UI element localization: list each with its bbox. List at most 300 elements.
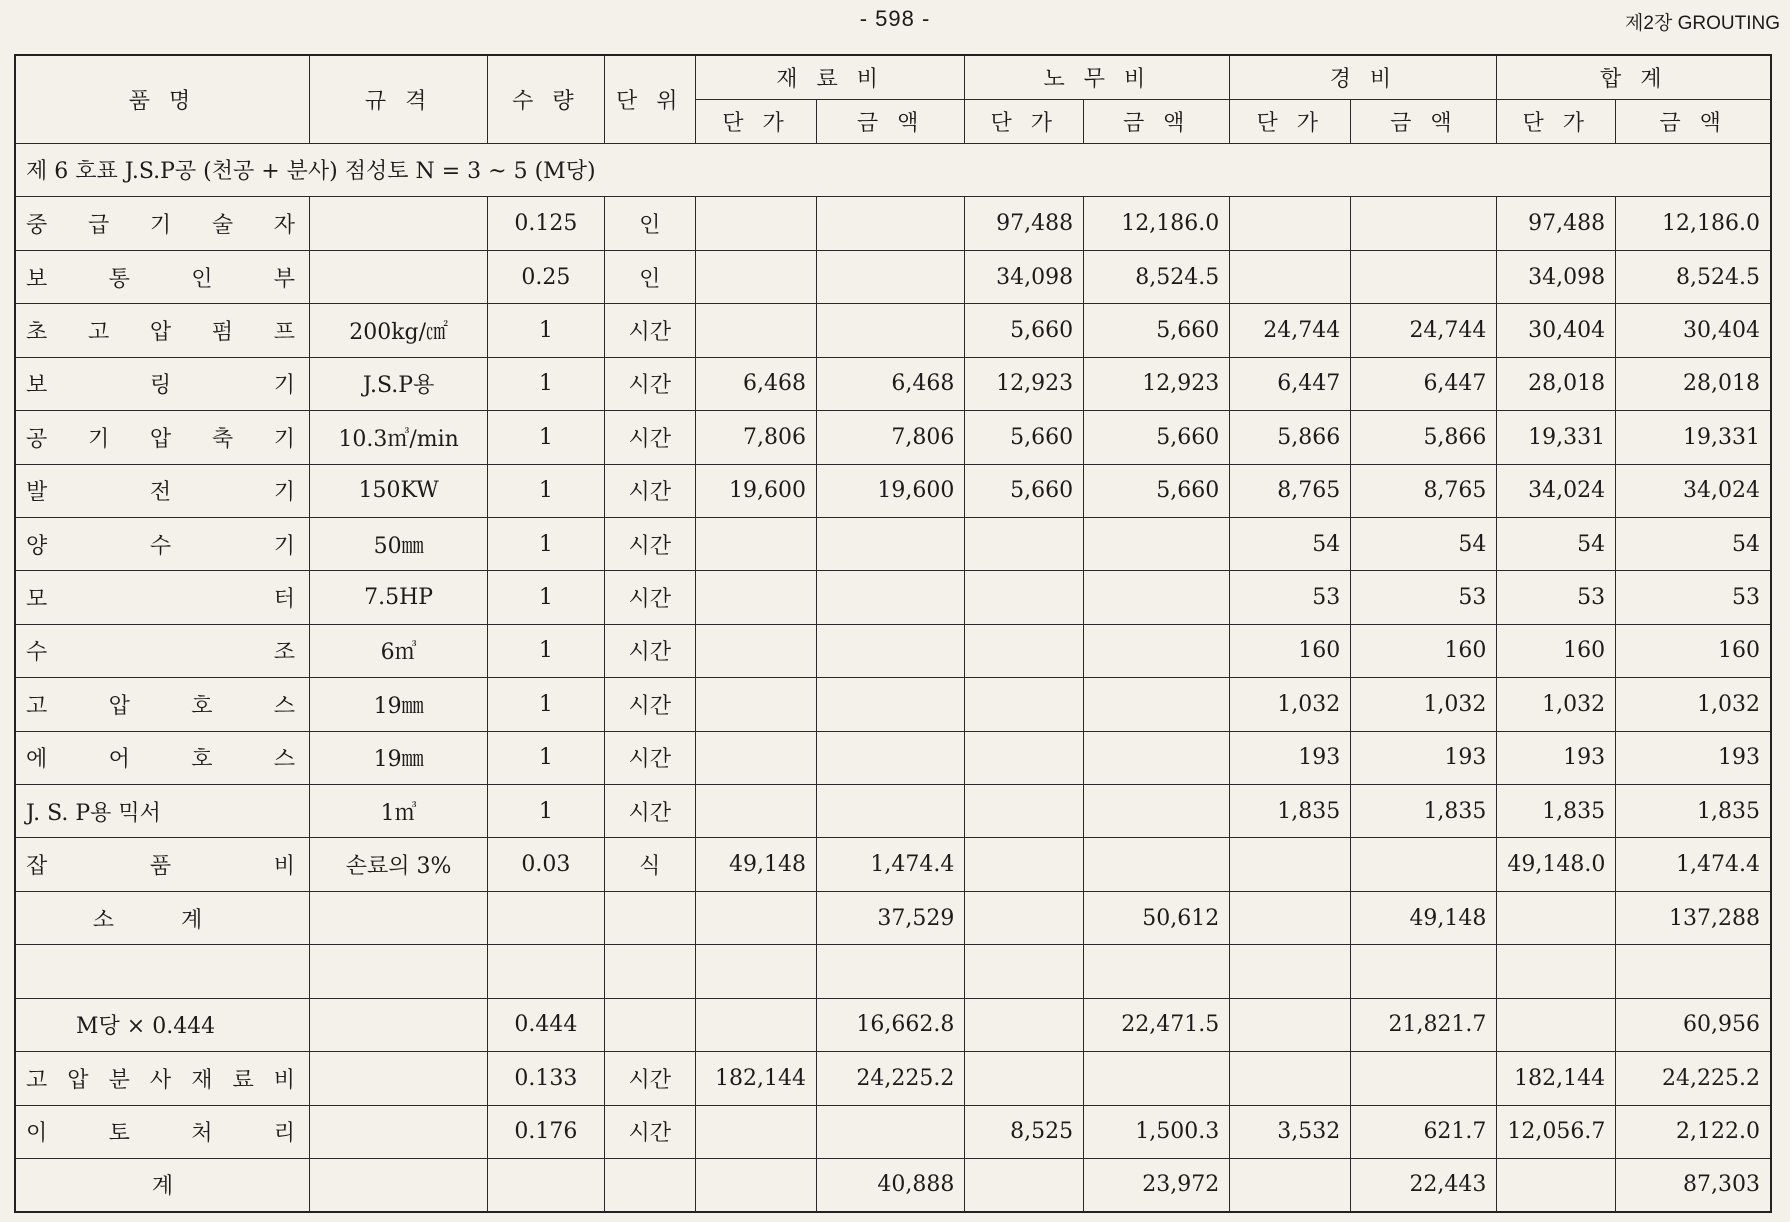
subtotal-row [15,891,1771,944]
item-name-cell [15,1052,310,1105]
total-amount-cell: 34,024 [1616,464,1771,517]
table-row [15,785,1771,838]
item-name-char: 이 [26,1121,48,1147]
qty-cell: 1 [488,517,604,570]
item-name-char: 부 [273,266,296,292]
spec-cell [310,891,488,944]
header-row-top [15,55,1771,99]
header-labor-unit-price: 단 가 [965,99,1084,143]
header-item: 품 명 [15,55,310,143]
summary-label: M당 × 0.444 [15,998,310,1051]
blank-cell [1351,945,1497,998]
item-name-char: 수 [26,640,48,666]
unit-cell: 식 [604,838,695,891]
spec-cell [310,1105,488,1158]
blank-cell [488,945,604,998]
labor-amount-cell [1084,785,1230,838]
total-unit-price-cell: 193 [1497,731,1616,784]
summary-label: 계 [15,1158,310,1212]
item-name-char: 고 [87,319,110,345]
material-amount-cell [816,571,964,624]
total-amount-cell: 1,032 [1616,678,1771,731]
table-row [15,731,1771,784]
material-unit-price-cell: 49,148 [695,838,816,891]
labor-unit-price-cell: 8,525 [965,1105,1084,1158]
labor-amount-cell: 5,660 [1084,464,1230,517]
table-row [15,838,1771,891]
item-name-char: 발 [26,480,48,506]
table-row [15,1105,1771,1158]
material-amount-cell: 16,662.8 [816,998,964,1051]
header-expense-unit-price: 단 가 [1230,99,1351,143]
expense-amount-cell: 621.7 [1351,1105,1497,1158]
qty-cell: 1 [488,357,604,410]
expense-amount-cell: 21,821.7 [1351,998,1497,1051]
unit-cell: 시간 [604,571,695,624]
material-unit-price-cell [695,304,816,357]
total-amount-cell: 1,835 [1616,785,1771,838]
material-unit-price-cell [695,678,816,731]
material-unit-price-cell [695,517,816,570]
qty-cell: 1 [488,624,604,677]
unit-cell: 시간 [604,357,695,410]
item-name-char: 양 [26,533,48,559]
expense-unit-price-cell [1230,838,1351,891]
spec-cell: 50㎜ [310,517,488,570]
total-amount-cell: 30,404 [1616,304,1771,357]
unit-cell: 인 [604,250,695,303]
expense-unit-price-cell: 3,532 [1230,1105,1351,1158]
material-unit-price-cell [695,731,816,784]
item-name-cell [15,464,310,517]
labor-amount-cell [1084,678,1230,731]
item-name-char: 모 [26,587,48,613]
spec-cell: 7.5HP [310,571,488,624]
table-row [15,1052,1771,1105]
unit-cell: 시간 [604,517,695,570]
expense-amount-cell [1351,1052,1497,1105]
unit-cell: 시간 [604,464,695,517]
expense-unit-price-cell: 8,765 [1230,464,1351,517]
item-name-char: 압 [108,693,130,719]
total-unit-price-cell: 160 [1497,624,1616,677]
header-expense: 경 비 [1230,55,1497,99]
item-name-char: 중 [26,213,48,239]
material-amount-cell: 1,474.4 [816,838,964,891]
labor-amount-cell: 8,524.5 [1084,250,1230,303]
item-name-char: 스 [273,693,296,719]
item-name-char: 급 [87,213,110,239]
spec-cell: 19㎜ [310,678,488,731]
spec-cell: J.S.P용 [310,357,488,410]
expense-amount-cell: 24,744 [1351,304,1497,357]
blank-cell [310,945,488,998]
material-unit-price-cell: 19,600 [695,464,816,517]
item-name-cell [15,731,310,784]
item-name-char: 어 [108,747,130,773]
table-row [15,250,1771,303]
summary-label: 소 계 [15,891,310,944]
header-material-amount: 금 액 [816,99,964,143]
labor-amount-cell [1084,838,1230,891]
unit-cell: 시간 [604,1105,695,1158]
item-name-char: 품 [149,854,172,880]
unit-cell: 시간 [604,678,695,731]
expense-unit-price-cell: 160 [1230,624,1351,677]
item-name-char: 조 [273,640,296,666]
qty-cell: 1 [488,678,604,731]
expense-unit-price-cell: 1,032 [1230,678,1351,731]
item-name-cell [15,357,310,410]
table-row [15,624,1771,677]
spec-cell: 19㎜ [310,731,488,784]
table-row [15,197,1771,250]
spec-cell [310,1158,488,1212]
total-amount-cell: 193 [1616,731,1771,784]
unit-cell: 시간 [604,624,695,677]
table-row [15,678,1771,731]
total-unit-price-cell [1497,1158,1616,1212]
header-labor-amount: 금 액 [1084,99,1230,143]
header-labor: 노 무 비 [965,55,1230,99]
total-row [15,1158,1771,1212]
total-unit-price-cell: 19,331 [1497,411,1616,464]
total-amount-cell: 8,524.5 [1616,250,1771,303]
labor-unit-price-cell [965,998,1084,1051]
header-material-unit-price: 단 가 [695,99,816,143]
page-number: - 598 - [859,6,931,31]
labor-unit-price-cell: 97,488 [965,197,1084,250]
unit-cell: 인 [604,197,695,250]
item-name-char: 보 [26,373,48,399]
expense-unit-price-cell [1230,1052,1351,1105]
spec-cell [310,197,488,250]
material-amount-cell: 19,600 [816,464,964,517]
expense-unit-price-cell [1230,1158,1351,1212]
expense-amount-cell: 1,032 [1351,678,1497,731]
item-name-char: 분 [108,1067,130,1093]
item-name-char: 전 [149,480,172,506]
total-unit-price-cell: 28,018 [1497,357,1616,410]
expense-unit-price-cell: 6,447 [1230,357,1351,410]
labor-amount-cell [1084,731,1230,784]
blank-cell [15,945,310,998]
item-name-char: 비 [273,854,296,880]
item-name-cell [15,678,310,731]
material-amount-cell [816,304,964,357]
labor-unit-price-cell [965,731,1084,784]
unit-cell: 시간 [604,785,695,838]
labor-unit-price-cell [965,1052,1084,1105]
expense-amount-cell: 1,835 [1351,785,1497,838]
material-unit-price-cell: 182,144 [695,1052,816,1105]
item-name-char: 기 [273,373,296,399]
spec-cell: 1㎥ [310,785,488,838]
table-row [15,464,1771,517]
expense-amount-cell [1351,838,1497,891]
item-name-char: 프 [273,319,296,345]
item-name-cell [15,250,310,303]
table-body [15,143,1771,1212]
item-name-char: 펌 [211,319,234,345]
spec-cell: 150KW [310,464,488,517]
qty-cell: 0.176 [488,1105,604,1158]
total-unit-price-cell: 53 [1497,571,1616,624]
item-name-cell [15,571,310,624]
material-amount-cell: 24,225.2 [816,1052,964,1105]
item-name-char: 초 [26,319,48,345]
expense-amount-cell: 5,866 [1351,411,1497,464]
total-amount-cell: 137,288 [1616,891,1771,944]
qty-cell: 1 [488,785,604,838]
material-unit-price-cell: 6,468 [695,357,816,410]
labor-amount-cell: 12,923 [1084,357,1230,410]
header-total-unit-price: 단 가 [1497,99,1616,143]
qty-cell: 0.03 [488,838,604,891]
blank-cell [816,945,964,998]
labor-amount-cell: 1,500.3 [1084,1105,1230,1158]
qty-cell: 1 [488,304,604,357]
item-name-char: 호 [191,693,213,719]
item-name-char: J. S. P용 믹서 [26,800,161,826]
item-name-char: 리 [273,1121,296,1147]
material-unit-price-cell [695,1158,816,1212]
item-name-char: 링 [149,373,172,399]
blank-cell [1084,945,1230,998]
total-amount-cell: 24,225.2 [1616,1052,1771,1105]
material-amount-cell: 37,529 [816,891,964,944]
spec-cell: 손료의 3% [310,838,488,891]
item-name-char: 사 [149,1067,172,1093]
table-row [15,357,1771,410]
labor-amount-cell [1084,1052,1230,1105]
total-unit-price-cell: 12,056.7 [1497,1105,1616,1158]
blank-cell [1616,945,1771,998]
expense-unit-price-cell [1230,197,1351,250]
expense-unit-price-cell [1230,250,1351,303]
table-row [15,517,1771,570]
labor-unit-price-cell: 5,660 [965,304,1084,357]
qty-cell [488,1158,604,1212]
spec-cell [310,250,488,303]
total-unit-price-cell [1497,998,1616,1051]
expense-amount-cell: 22,443 [1351,1158,1497,1212]
expense-amount-cell: 49,148 [1351,891,1497,944]
spec-cell: 200kg/㎠ [310,304,488,357]
item-name-char: 기 [149,213,172,239]
total-unit-price-cell: 54 [1497,517,1616,570]
labor-amount-cell [1084,624,1230,677]
header-material: 재 료 비 [695,55,964,99]
table-row [15,304,1771,357]
item-name-char: 호 [191,747,213,773]
qty-cell: 1 [488,411,604,464]
labor-amount-cell: 5,660 [1084,304,1230,357]
total-amount-cell: 53 [1616,571,1771,624]
expense-unit-price-cell: 54 [1230,517,1351,570]
labor-unit-price-cell: 34,098 [965,250,1084,303]
labor-unit-price-cell: 5,660 [965,411,1084,464]
item-name-cell [15,304,310,357]
qty-cell: 0.125 [488,197,604,250]
total-amount-cell: 2,122.0 [1616,1105,1771,1158]
header-total-amount: 금 액 [1616,99,1771,143]
item-name-cell [15,624,310,677]
expense-amount-cell [1351,250,1497,303]
total-unit-price-cell: 1,835 [1497,785,1616,838]
unit-cell: 시간 [604,304,695,357]
header-qty: 수 량 [488,55,604,143]
expense-unit-price-cell: 5,866 [1230,411,1351,464]
header-total: 합 계 [1497,55,1771,99]
section-title-row [15,143,1771,197]
unit-cell: 시간 [604,731,695,784]
material-unit-price-cell [695,197,816,250]
item-name-cell [15,411,310,464]
item-name-cell [15,785,310,838]
labor-unit-price-cell [965,1158,1084,1212]
item-name-cell [15,197,310,250]
material-amount-cell [816,678,964,731]
unit-cell [604,891,695,944]
material-unit-price-cell [695,891,816,944]
qty-cell [488,891,604,944]
labor-unit-price-cell: 12,923 [965,357,1084,410]
expense-unit-price-cell: 193 [1230,731,1351,784]
qty-cell: 0.444 [488,998,604,1051]
material-amount-cell: 7,806 [816,411,964,464]
total-unit-price-cell: 182,144 [1497,1052,1616,1105]
labor-unit-price-cell [965,678,1084,731]
expense-amount-cell: 54 [1351,517,1497,570]
table-row [15,411,1771,464]
expense-amount-cell: 8,765 [1351,464,1497,517]
labor-unit-price-cell [965,838,1084,891]
material-unit-price-cell [695,998,816,1051]
unit-cell: 시간 [604,1052,695,1105]
expense-amount-cell [1351,197,1497,250]
qty-cell: 1 [488,731,604,784]
item-name-char: 처 [191,1121,213,1147]
item-name-char: 축 [211,426,234,452]
total-unit-price-cell: 30,404 [1497,304,1616,357]
material-unit-price-cell: 7,806 [695,411,816,464]
item-name-char: 기 [87,426,110,452]
item-name-char: 재 [191,1067,213,1093]
qty-cell: 0.25 [488,250,604,303]
labor-unit-price-cell [965,785,1084,838]
expense-amount-cell: 6,447 [1351,357,1497,410]
item-name-cell [15,1105,310,1158]
item-name-char: 술 [211,213,234,239]
item-name-char: 에 [26,747,48,773]
blank-cell [965,945,1084,998]
total-amount-cell: 54 [1616,517,1771,570]
item-name-char: 인 [191,266,213,292]
labor-amount-cell [1084,571,1230,624]
chapter-title: 제2장 GROUTING [1625,13,1780,34]
material-amount-cell [816,785,964,838]
material-unit-price-cell [695,571,816,624]
total-unit-price-cell [1497,891,1616,944]
expense-unit-price-cell: 1,835 [1230,785,1351,838]
item-name-char: 압 [67,1067,89,1093]
item-name-char: 기 [273,533,296,559]
material-amount-cell: 6,468 [816,357,964,410]
labor-amount-cell [1084,517,1230,570]
expense-amount-cell: 160 [1351,624,1497,677]
item-name-char: 토 [108,1121,130,1147]
labor-unit-price-cell [965,571,1084,624]
item-name-char: 비 [273,1067,296,1093]
total-amount-cell: 87,303 [1616,1158,1771,1212]
total-amount-cell: 28,018 [1616,357,1771,410]
material-unit-price-cell [695,624,816,677]
total-unit-price-cell: 49,148.0 [1497,838,1616,891]
item-name-char: 압 [149,319,172,345]
blank-row [15,945,1771,998]
material-amount-cell [816,1105,964,1158]
header-spec: 규 격 [310,55,488,143]
cost-table [14,54,1772,1213]
material-amount-cell [816,517,964,570]
labor-amount-cell: 50,612 [1084,891,1230,944]
labor-unit-price-cell [965,624,1084,677]
item-name-cell [15,517,310,570]
blank-cell [1497,945,1616,998]
expense-unit-price-cell [1230,998,1351,1051]
spec-cell [310,1052,488,1105]
material-amount-cell [816,250,964,303]
labor-amount-cell: 22,471.5 [1084,998,1230,1051]
qty-cell: 1 [488,464,604,517]
unit-cell [604,1158,695,1212]
item-name-char: 기 [273,426,296,452]
labor-amount-cell: 5,660 [1084,411,1230,464]
expense-amount-cell: 53 [1351,571,1497,624]
item-name-char: 스 [273,747,296,773]
material-amount-cell: 40,888 [816,1158,964,1212]
total-amount-cell: 1,474.4 [1616,838,1771,891]
spec-cell [310,998,488,1051]
section-title: 제 6 호표 J.S.P공 (천공 + 분사) 점성토 N = 3 ~ 5 (M당) [15,143,1771,197]
total-amount-cell: 60,956 [1616,998,1771,1051]
table-row [15,571,1771,624]
labor-unit-price-cell [965,517,1084,570]
material-amount-cell [816,197,964,250]
blank-cell [604,945,695,998]
spec-cell: 10.3㎥/min [310,411,488,464]
material-unit-price-cell [695,785,816,838]
unit-cell [604,998,695,1051]
total-unit-price-cell: 34,098 [1497,250,1616,303]
labor-amount-cell: 23,972 [1084,1158,1230,1212]
total-amount-cell: 12,186.0 [1616,197,1771,250]
item-name-char: 수 [149,533,172,559]
item-name-char: 기 [273,480,296,506]
total-unit-price-cell: 34,024 [1497,464,1616,517]
material-amount-cell [816,624,964,677]
header-unit: 단 위 [604,55,695,143]
item-name-char: 고 [26,693,48,719]
material-amount-cell [816,731,964,784]
total-amount-cell: 19,331 [1616,411,1771,464]
total-unit-price-cell: 97,488 [1497,197,1616,250]
expense-amount-cell: 193 [1351,731,1497,784]
qty-cell: 1 [488,571,604,624]
labor-unit-price-cell: 5,660 [965,464,1084,517]
total-unit-price-cell: 1,032 [1497,678,1616,731]
